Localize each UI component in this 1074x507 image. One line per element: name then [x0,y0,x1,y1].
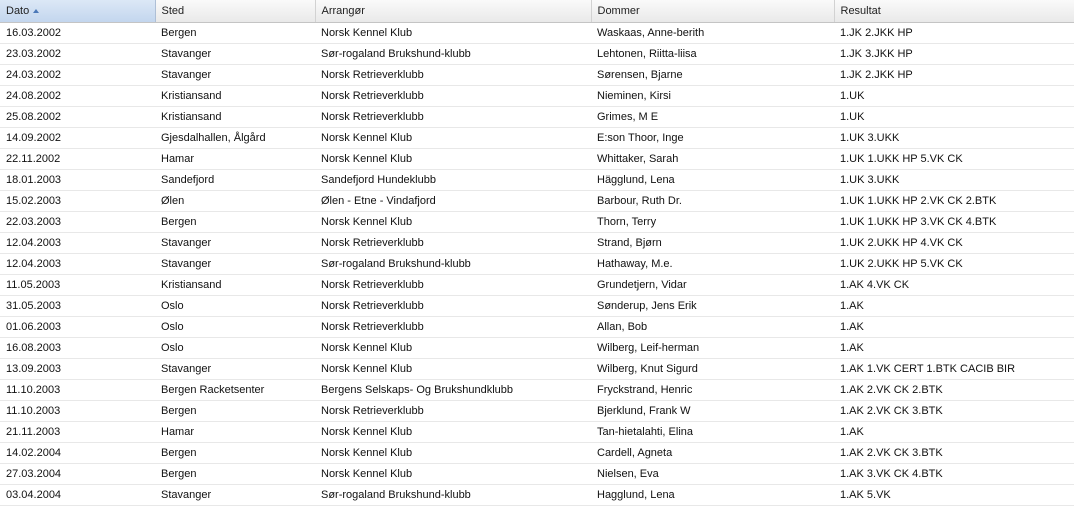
judge-cell: Strand, Bjørn [591,233,834,254]
date-cell: 11.10.2003 [0,401,155,422]
column-header-dommer[interactable] [591,0,834,23]
date-cell: 21.11.2003 [0,422,155,443]
column-header-label: Arrangør [321,5,365,17]
judge-cell: Nieminen, Kirsi [591,86,834,107]
place-cell: Bergen [155,212,315,233]
date-cell: 14.02.2004 [0,443,155,464]
result-cell: 1.AK [834,422,1074,443]
table-row[interactable] [0,380,1074,401]
judge-cell: Hathaway, M.e. [591,254,834,275]
table-row[interactable] [0,443,1074,464]
date-cell: 23.03.2002 [0,44,155,65]
place-cell: Kristiansand [155,86,315,107]
table-row[interactable] [0,23,1074,44]
place-cell: Bergen [155,443,315,464]
judge-cell: Whittaker, Sarah [591,149,834,170]
table-row[interactable] [0,149,1074,170]
column-header-label: Dato [6,5,30,17]
result-cell: 1.AK 4.VK CK [834,275,1074,296]
organizer-cell: Norsk Kennel Klub [315,359,591,380]
judge-cell: Wilberg, Knut Sigurd [591,359,834,380]
place-cell: Stavanger [155,65,315,86]
result-cell: 1.AK 3.VK CK 4.BTK [834,464,1074,485]
organizer-cell: Norsk Kennel Klub [315,128,591,149]
table-row[interactable] [0,212,1074,233]
column-header-label: Sted [161,5,185,17]
organizer-cell: Ølen - Etne - Vindafjord [315,191,591,212]
result-cell: 1.UK 3.UKK [834,128,1074,149]
result-cell: 1.UK 2.UKK HP 4.VK CK [834,233,1074,254]
judge-cell: Tan-hietalahti, Elina [591,422,834,443]
table-row[interactable] [0,485,1074,506]
table-row[interactable] [0,170,1074,191]
result-cell: 1.AK [834,296,1074,317]
date-cell: 18.01.2003 [0,170,155,191]
organizer-cell: Norsk Retrieverklubb [315,317,591,338]
column-header-sted[interactable] [155,0,315,23]
judge-cell: Grundetjern, Vidar [591,275,834,296]
result-cell: 1.UK [834,107,1074,128]
date-cell: 24.03.2002 [0,65,155,86]
column-header-dato[interactable] [0,0,155,23]
date-cell: 12.04.2003 [0,233,155,254]
organizer-cell: Norsk Kennel Klub [315,443,591,464]
result-cell: 1.AK [834,317,1074,338]
date-cell: 12.04.2003 [0,254,155,275]
column-header-label: Dommer [597,5,640,17]
result-cell: 1.AK 2.VK CK 2.BTK [834,380,1074,401]
result-cell: 1.AK [834,338,1074,359]
result-cell: 1.AK 1.VK CERT 1.BTK CACIB BIR [834,359,1074,380]
judge-cell: Barbour, Ruth Dr. [591,191,834,212]
judge-cell: Hägglund, Lena [591,170,834,191]
column-header-arrangor[interactable] [315,0,591,23]
date-cell: 16.03.2002 [0,23,155,44]
organizer-cell: Norsk Retrieverklubb [315,296,591,317]
organizer-cell: Norsk Kennel Klub [315,464,591,485]
organizer-cell: Norsk Retrieverklubb [315,401,591,422]
place-cell: Hamar [155,422,315,443]
date-cell: 25.08.2002 [0,107,155,128]
date-cell: 01.06.2003 [0,317,155,338]
table-row[interactable] [0,44,1074,65]
place-cell: Ølen [155,191,315,212]
date-cell: 31.05.2003 [0,296,155,317]
organizer-cell: Norsk Kennel Klub [315,338,591,359]
organizer-cell: Sør-rogaland Brukshund-klubb [315,485,591,506]
judge-cell: E:son Thoor, Inge [591,128,834,149]
table-row[interactable] [0,317,1074,338]
judge-cell: Thorn, Terry [591,212,834,233]
table-row[interactable] [0,254,1074,275]
table-row[interactable] [0,86,1074,107]
organizer-cell: Bergens Selskaps- Og Brukshundklubb [315,380,591,401]
place-cell: Bergen [155,401,315,422]
judge-cell: Fryckstrand, Henric [591,380,834,401]
column-header-resultat[interactable] [834,0,1074,23]
place-cell: Bergen [155,464,315,485]
date-cell: 11.05.2003 [0,275,155,296]
place-cell: Hamar [155,149,315,170]
result-cell: 1.JK 3.JKK HP [834,44,1074,65]
place-cell: Bergen [155,23,315,44]
header-row [0,0,1074,23]
place-cell: Oslo [155,317,315,338]
result-cell: 1.UK [834,86,1074,107]
result-cell: 1.JK 2.JKK HP [834,23,1074,44]
organizer-cell: Sør-rogaland Brukshund-klubb [315,254,591,275]
table-row[interactable] [0,422,1074,443]
organizer-cell: Norsk Retrieverklubb [315,107,591,128]
date-cell: 24.08.2002 [0,86,155,107]
place-cell: Bergen Racketsenter [155,380,315,401]
organizer-cell: Norsk Kennel Klub [315,23,591,44]
place-cell: Oslo [155,296,315,317]
result-cell: 1.UK 1.UKK HP 3.VK CK 4.BTK [834,212,1074,233]
date-cell: 13.09.2003 [0,359,155,380]
organizer-cell: Norsk Kennel Klub [315,212,591,233]
table-row[interactable] [0,107,1074,128]
table-row[interactable] [0,359,1074,380]
judge-cell: Wilberg, Leif-herman [591,338,834,359]
date-cell: 15.02.2003 [0,191,155,212]
place-cell: Gjesdalhallen, Ålgård [155,128,315,149]
table-row[interactable] [0,401,1074,422]
organizer-cell: Sandefjord Hundeklubb [315,170,591,191]
organizer-cell: Norsk Kennel Klub [315,422,591,443]
place-cell: Oslo [155,338,315,359]
date-cell: 11.10.2003 [0,380,155,401]
result-cell: 1.UK 1.UKK HP 2.VK CK 2.BTK [834,191,1074,212]
place-cell: Kristiansand [155,275,315,296]
organizer-cell: Norsk Retrieverklubb [315,275,591,296]
organizer-cell: Norsk Kennel Klub [315,149,591,170]
date-cell: 27.03.2004 [0,464,155,485]
table-body [0,23,1074,506]
date-cell: 22.11.2002 [0,149,155,170]
judge-cell: Nielsen, Eva [591,464,834,485]
date-cell: 22.03.2003 [0,212,155,233]
judge-cell: Lehtonen, Riitta-liisa [591,44,834,65]
place-cell: Kristiansand [155,107,315,128]
table-row[interactable] [0,338,1074,359]
sort-ascending-icon [33,9,39,13]
table-row[interactable] [0,65,1074,86]
judge-cell: Waskaas, Anne-berith [591,23,834,44]
place-cell: Stavanger [155,233,315,254]
table-row[interactable] [0,296,1074,317]
organizer-cell: Norsk Retrieverklubb [315,86,591,107]
result-cell: 1.JK 2.JKK HP [834,65,1074,86]
result-cell: 1.UK 3.UKK [834,170,1074,191]
result-cell: 1.AK 5.VK [834,485,1074,506]
column-header-label: Resultat [840,5,881,17]
result-cell: 1.AK 2.VK CK 3.BTK [834,401,1074,422]
date-cell: 03.04.2004 [0,485,155,506]
place-cell: Stavanger [155,44,315,65]
judge-cell: Grimes, M E [591,107,834,128]
place-cell: Stavanger [155,485,315,506]
table-row[interactable] [0,275,1074,296]
organizer-cell: Norsk Retrieverklubb [315,65,591,86]
table-header [0,0,1074,23]
table-row[interactable] [0,233,1074,254]
date-cell: 16.08.2003 [0,338,155,359]
place-cell: Stavanger [155,254,315,275]
result-cell: 1.UK 2.UKK HP 5.VK CK [834,254,1074,275]
organizer-cell: Sør-rogaland Brukshund-klubb [315,44,591,65]
judge-cell: Allan, Bob [591,317,834,338]
result-cell: 1.UK 1.UKK HP 5.VK CK [834,149,1074,170]
organizer-cell: Norsk Retrieverklubb [315,233,591,254]
date-cell: 14.09.2002 [0,128,155,149]
table-row[interactable] [0,128,1074,149]
judge-cell: Bjerklund, Frank W [591,401,834,422]
judge-cell: Cardell, Agneta [591,443,834,464]
table-row[interactable] [0,464,1074,485]
judge-cell: Sønderup, Jens Erik [591,296,834,317]
table-row[interactable] [0,191,1074,212]
judge-cell: Hagglund, Lena [591,485,834,506]
result-cell: 1.AK 2.VK CK 3.BTK [834,443,1074,464]
judge-cell: Sørensen, Bjarne [591,65,834,86]
place-cell: Sandefjord [155,170,315,191]
place-cell: Stavanger [155,359,315,380]
